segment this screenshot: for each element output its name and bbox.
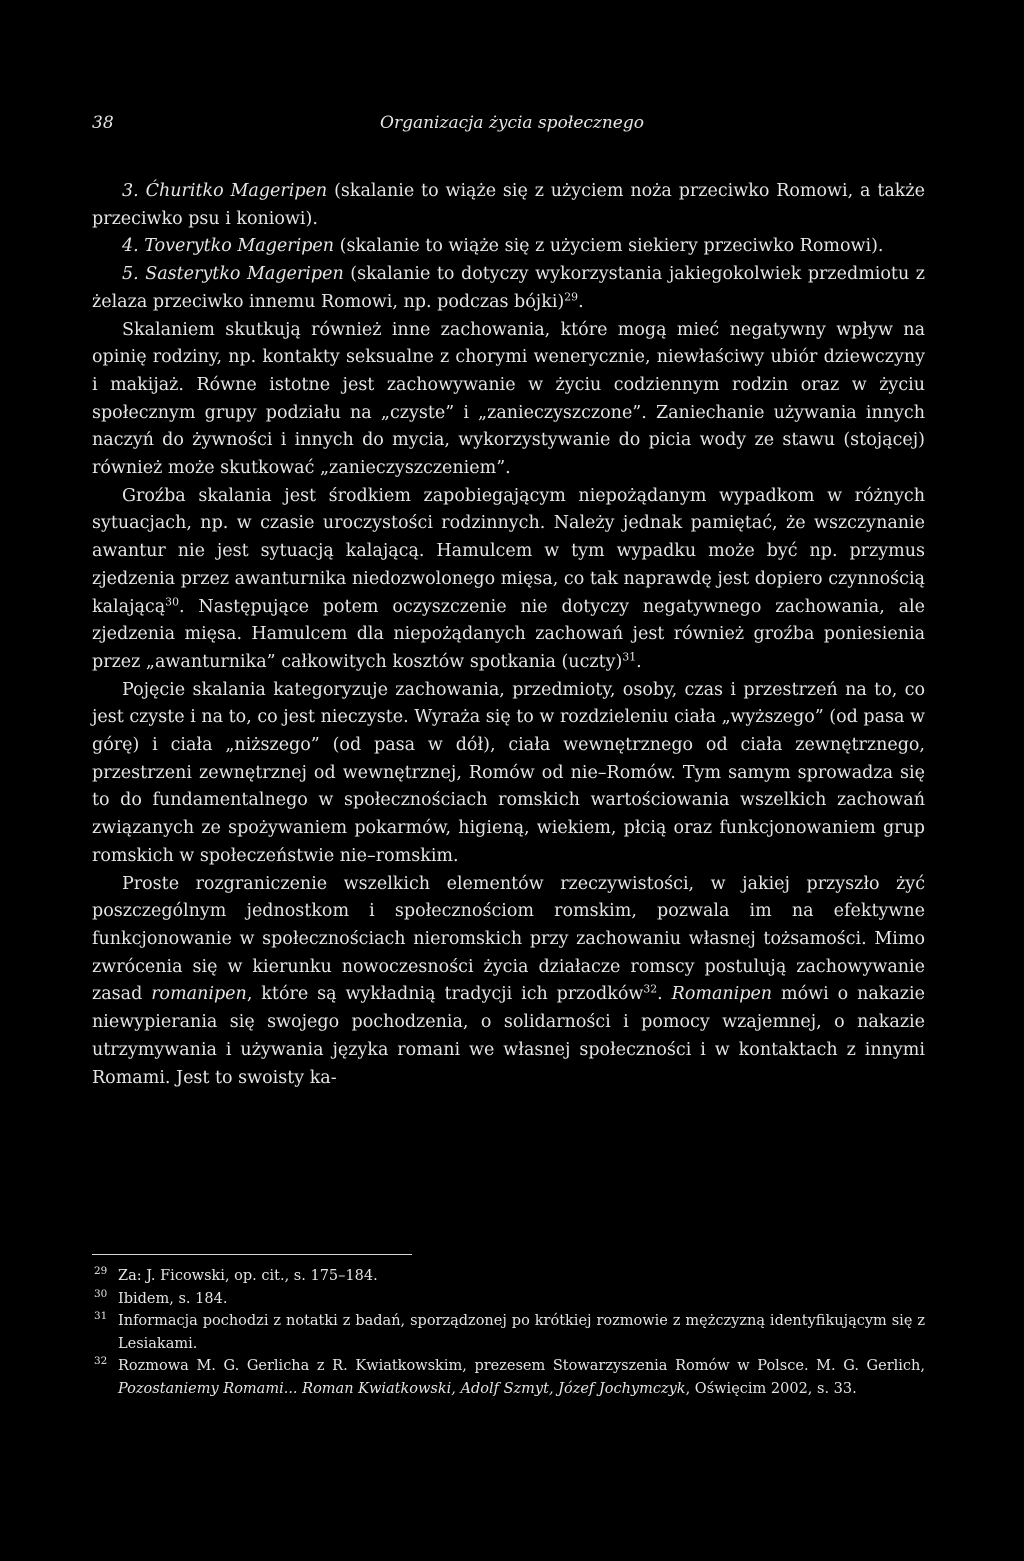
footnote-marker: 30	[94, 1287, 108, 1300]
page-number: 38	[92, 113, 114, 133]
paragraph-text: Groźba skalania jest środkiem zapobiegającym niepożądanym wypadkom w różnych sytuacjach, np. w czasie uroczystości rodzinnych. Należy jednak pamiętać, że wszczynanie awantur nie jest sytuacją kalającą. Hamulcem w tym wypadku może być np. przymus zjedzenia przez awanturnika niedozwolonego mięsa, co tak naprawdę jest dopiero czynnością kalającą	[92, 485, 925, 617]
list-item-3	[92, 178, 925, 233]
footnote	[92, 1310, 925, 1355]
footnote-ref[interactable]: 31	[622, 650, 637, 664]
footnote-marker: 32	[94, 1354, 108, 1367]
item-number: 5.	[122, 264, 139, 285]
item-number: 3.	[122, 181, 139, 201]
paragraph-text: . Następujące potem oczyszczenie nie dotyczy negatywnego zachowania, ale zjedzenia mięsa. Hamulcem dla niepożądanych zachowań jest również groźba poniesienia przez „awanturnika” całkowitych kosztów spotkania (uczty)	[92, 596, 925, 672]
list-item-5	[92, 261, 925, 316]
footnote-number	[92, 1265, 118, 1288]
item-text: (skalanie to wiąże się z użyciem noża przeciwko Romowi, a także przeciwko psu i koniowi).	[92, 181, 925, 229]
footnote-text: Informacja pochodzi z notatki z badań, sporządzonej po krótkiej rozmowie z mężczyzną identyfikującym się z Lesiakami.	[118, 1313, 925, 1352]
italic-term: romanipen	[151, 984, 247, 1005]
footnote-divider	[92, 1254, 412, 1255]
footnote	[92, 1288, 925, 1311]
paragraph-text: , które są wykładnią tradycji ich przodków	[246, 984, 644, 1005]
footnote	[92, 1265, 925, 1288]
footnotes	[92, 1265, 925, 1400]
footnote-text: Za: J. Ficowski, op. cit., s. 175–184.	[118, 1268, 378, 1284]
footnote-ref[interactable]: 29	[564, 290, 579, 304]
footnote-text: Ibidem, s. 184.	[118, 1290, 228, 1307]
footnote-number	[92, 1310, 118, 1355]
footnote-number	[92, 1288, 118, 1311]
running-header	[92, 113, 932, 141]
paragraph: Skalaniem skutkują również inne zachowania, które mogą mieć negatywny wpływ na opinię rodziny, np. kontakty seksualne z chorymi wenerycznie, niewłaściwy ubiór dziewczyny i makijaż. Równe istotne jest zachowywanie w życiu codziennym rodzin oraz w życiu społecznym grupy podziału na „czyste” i „zanieczyszczone”. Zaniechanie używania innych naczyń do żywności i innych do mycia, wykorzystywanie do picia wody ze stawu (stojącej) również może skutkować „zanieczyszczeniem”.	[92, 319, 925, 479]
paragraph: Pojęcie skalania kategoryzuje zachowania, przedmioty, osoby, czas i przestrzeń na to, co jest czyste i na to, co jest nieczyste. Wyraża się to w rozdzieleniu ciała „wyższego” (od pasa w górę) i ciała „niższego” (od pasa w dół), ciała wewnętrznego od ciała zewnętrznego, przestrzeni zewnętrznej od wewnętrznej, Romów od nie–Romów. Tym samym sprowadza się to do fundamentalnego w społecznościach romskich wartościowania wszelkich zachowań związanych ze spożywaniem pokarmów, higieną, wiekiem, płcią oraz funkcjonowaniem grup romskich w społeczeństwie nie–romskim.	[92, 679, 925, 866]
running-title: Organizacja życia społecznego	[380, 113, 644, 133]
footnote-text-part: , Oświęcim 2002, s. 33.	[685, 1380, 857, 1397]
punctuation: .	[578, 291, 584, 312]
item-term: Toverytko Mageripen	[144, 236, 335, 257]
paragraph	[92, 871, 925, 1093]
item-term: Sasterytko Mageripen	[145, 264, 344, 285]
item-term: Ćhuritko Mageripen	[145, 181, 328, 201]
footnote-text-part: Rozmowa M. G. Gerlicha z R. Kwiatkowskim, prezesem Stowarzyszenia Romów w Polsce. M. G. Gerlich,	[118, 1358, 925, 1374]
item-number: 4.	[122, 236, 139, 257]
footnote-marker: 31	[94, 1309, 108, 1322]
footnote-number	[92, 1355, 118, 1400]
footnote-ref[interactable]: 32	[643, 982, 658, 996]
item-text: (skalanie to wiąże się z użyciem siekiery przeciwko Romowi).	[334, 236, 884, 257]
main-text	[92, 178, 925, 1092]
italic-term: Romanipen	[671, 984, 773, 1005]
punctuation: .	[657, 984, 672, 1005]
paragraph	[92, 483, 925, 677]
paragraph-text: mówi o nakazie niewypierania się swojego pochodzenia, o solidarności i pomocy wzajemnej, o nakazie utrzymywania i używania języka romani we własnej społeczności i w kontaktach z innymi Romami. Jest to swoisty ka-	[92, 984, 925, 1088]
footnote-italic-title: Pozostaniemy Romami... Roman Kwiatkowski, Adolf Szmyt, Józef Jochymczyk	[118, 1380, 686, 1397]
item-text: (skalanie to dotyczy wykorzystania jakiegokolwiek przedmiotu z żelaza przeciwko innemu Romowi, np. podczas bójki)	[92, 264, 925, 312]
footnote-text	[118, 1355, 925, 1400]
paragraph-text: Proste rozgraniczenie wszelkich elementów rzeczywistości, w jakiej przyszło żyć poszczególnym jednostkom i społecznościom romskim, pozwala im na efektywne funkcjonowanie w społecznościach nieromskich przy zachowaniu własnej tożsamości. Mimo zwrócenia się w kierunku nowoczesności życia działacze romscy postulują zachowywanie zasad	[92, 873, 925, 1005]
footnote	[92, 1355, 925, 1400]
punctuation: .	[636, 651, 642, 672]
footnote-ref[interactable]: 30	[165, 595, 179, 609]
footnote-marker: 29	[94, 1264, 108, 1277]
list-item-4	[92, 233, 925, 261]
